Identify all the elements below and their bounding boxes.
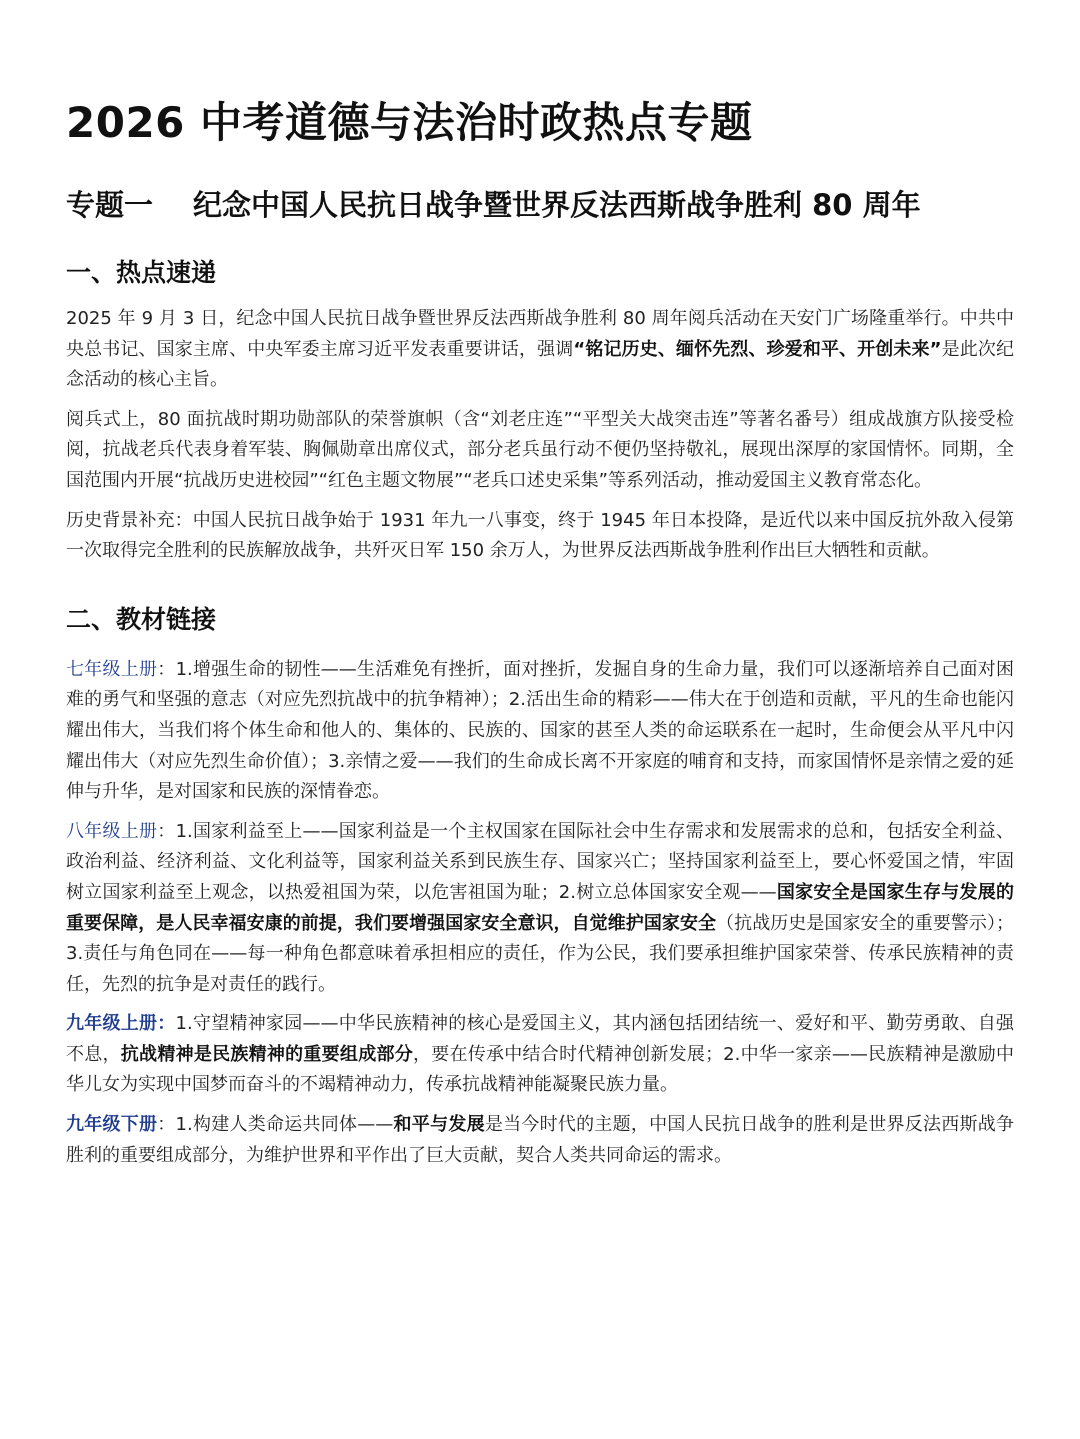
label-separator: ： [157,1114,176,1136]
topic-number: 专题一 [66,188,154,222]
emphasis-text: “铭记历史、缅怀先烈、珍爱和平、开创未来” [573,338,942,360]
paragraph-text: （抗战历史是国家安全的重要警示）；3.责任与角色同在——每一种角色都意味着承担相应的责任，作为公民，我们要承担维护国家荣誉、传承民族精神的责任，先烈的抗争是对责任的践行。 [66,912,1014,995]
grade-label-7-upper: 七年级上册 [66,658,158,680]
paragraph-history-background: 历史背景补充：中国人民抗日战争始于 1931 年九一八事变，终于 1945 年日本投降，是近代以来中国反抗外敌入侵第一次取得完全胜利的民族解放战争，共歼灭日军 150 余万人，为世界反法西斯战争胜利作出巨大牺牲和贡献。 [66,509,1014,562]
page-title: 2026 中考道德与法治时政热点专题 [66,98,753,147]
paragraph-text: 1.构建人类命运共同体—— [175,1114,394,1136]
paragraph-text: 1.增强生命的韧性——生活难免有挫折，面对挫折，发掘自身的生命力量，我们可以逐渐培养自己面对困难的勇气和坚强的意志（对应先烈抗战中的抗争精神）；2.活出生命的精彩——伟大在于创造和贡献，平凡的生命也能闪耀出伟大，当我们将个体生命和他人的、集体的、民族的、国家的甚至人类的命运联系在一起时，生命便会从平凡中闪耀出伟大（对应先烈生命价值）；3.亲情之爱——我们的生命成长离不开家庭的哺育和支持，而家国情怀是亲情之爱的延伸与升华，是对国家和民族的深情眷恋。 [66,658,1015,803]
paragraph-parade-details: 阅兵式上，80 面抗战时期功勋部队的荣誉旗帜（含“刘老庄连”“平型关大战突击连”等著名番号）组成战旗方队接受检阅，抗战老兵代表身着军装、胸佩勋章出席仪式，部分老兵虽行动不便仍坚持敬礼，展现出深厚的家国情怀。同期，全国范围内开展“抗战历史进校园”“红色主题文物展”“老兵口述史采集”等系列活动，推动爱国主义教育常态化。 [66,408,1014,491]
label-separator: ： [157,658,176,680]
label-separator: ： [157,820,176,842]
emphasis-text: 抗战精神是民族精神的重要组成部分 [120,1043,413,1065]
topic-title [66,180,1014,230]
paragraph-parade-news [66,304,1014,396]
grade-label-9-lower: 九年级下册 [66,1114,158,1136]
paragraph-text: 1.国家利益至上——国家利益是一个主权国家在国际社会中生存需求和发展需求的总和，包括安全利益、政治利益、经济利益、文化利益等，国家利益关系到民族生存、国家兴亡；坚持国家利益至上，要心怀爱国之情，牢固树立国家利益至上观念，以热爱祖国为荣，以危害祖国为耻；2.树立总体国家安全观—— [66,820,1015,903]
topic-name: 纪念中国人民抗日战争暨世界反法西斯战争胜利 80 周年 [193,188,921,222]
paragraph-text: 是当今时代的主题，中国人民抗日战争的胜利是世界反法西斯战争胜利的重要组成部分，为维护世界和平作出了巨大贡献，契合人类共同命运的需求。 [66,1114,1015,1166]
emphasis-text: 和平与发展 [393,1114,485,1136]
section-heading-hot-news: 一、热点速递 [66,258,217,287]
paragraph-grade9-lower [66,1110,1014,1171]
grade-label-9-upper: 九年级上册： [66,1013,176,1035]
paragraph-text: 1.守望精神家园——中华民族精神的核心是爱国主义，其内涵包括团结统一、爱好和平、勤劳勇敢、自强不息， [66,1013,1015,1065]
paragraph-grade7 [66,655,1014,808]
section-heading-textbook-links: 二、教材链接 [66,604,217,634]
paragraph-grade8 [66,817,1014,1001]
paragraph-text: 是此次纪念活动的核心主旨。 [66,338,1014,391]
emphasis-text: 国家安全是国家生存与发展的重要保障，是人民幸福安康的前提，我们要增强国家安全意识，自觉维护国家安全 [66,881,1015,934]
paragraph-text: 2025 年 9 月 3 日，纪念中国人民抗日战争暨世界反法西斯战争胜利 80 周年阅兵活动在天安门广场隆重举行。中共中央总书记、国家主席、中央军委主席习近平发表重要讲话，强调 [66,308,1014,360]
paragraph-grade9-upper [66,1009,1014,1101]
paragraph-text: ，要在传承中结合时代精神创新发展；2.中华一家亲——民族精神是激励中华儿女为实现中国梦而奋斗的不竭精神动力，传承抗战精神能凝聚民族力量。 [66,1043,1015,1096]
grade-label-8-upper: 八年级上册 [66,820,158,842]
